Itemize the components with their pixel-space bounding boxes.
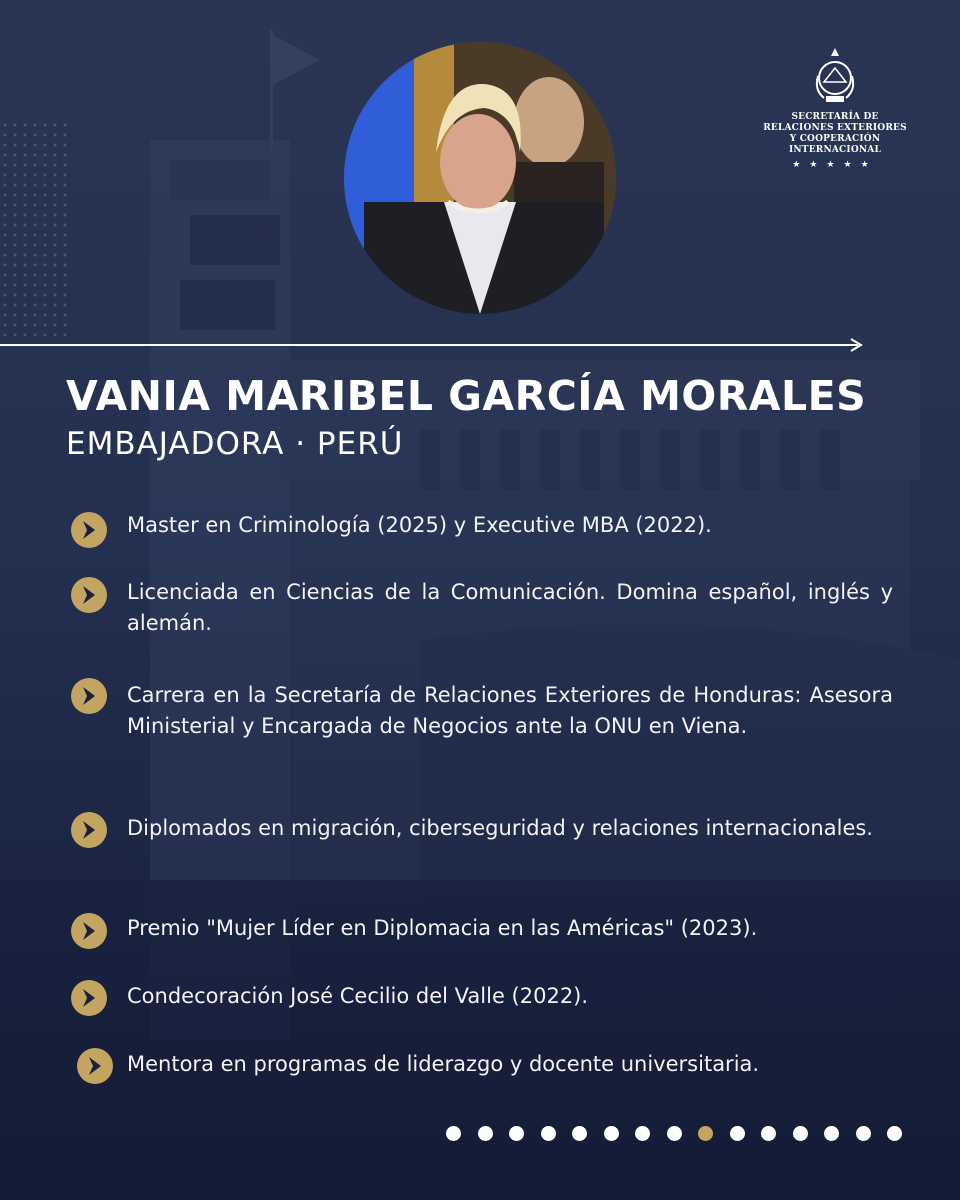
logo-line-1: SECRETARÍA DE <box>791 112 879 122</box>
list-item-2: Licenciada en Ciencias de la Comunicación. Domina español, inglés y alemán. <box>127 580 893 635</box>
pagination-dot-9[interactable] <box>698 1126 713 1141</box>
pagination-dot-10[interactable] <box>730 1126 745 1141</box>
chevron-right-icon <box>71 512 107 548</box>
list-item-4: Diplomados en migración, ciberseguridad y relaciones internacionales. <box>127 816 873 840</box>
chevron-right-icon <box>71 577 107 613</box>
chevron-right-icon <box>71 980 107 1016</box>
divider-line <box>0 344 858 346</box>
list-item-5: Premio "Mujer Líder en Diplomacia en las Américas" (2023). <box>127 916 758 940</box>
ministry-logo <box>750 46 920 170</box>
pagination-dot-14[interactable] <box>856 1126 871 1141</box>
logo-stars: ★★★★★ <box>792 160 878 170</box>
list-item-7: Mentora en programas de liderazgo y docente universitaria. <box>127 1052 760 1076</box>
pagination-dot-3[interactable] <box>509 1126 524 1141</box>
arrow-right-icon <box>848 337 864 353</box>
person-name: VANIA MARIBEL GARCÍA MORALES <box>66 372 867 420</box>
person-role: EMBAJADORA · PERÚ <box>66 426 404 462</box>
chevron-right-icon <box>71 678 107 714</box>
pagination-dot-13[interactable] <box>824 1126 839 1141</box>
pagination-dot-4[interactable] <box>541 1126 556 1141</box>
pagination-dot-11[interactable] <box>761 1126 776 1141</box>
portrait-photo <box>344 42 616 314</box>
list-item-3: Carrera en la Secretaría de Relaciones Exteriores de Honduras: Asesora Ministerial y Encargada de Negocios ante la ONU en Viena. <box>127 683 893 738</box>
pagination-dot-7[interactable] <box>635 1126 650 1141</box>
pagination-dot-8[interactable] <box>667 1126 682 1141</box>
logo-line-2: RELACIONES EXTERIORES <box>763 123 907 133</box>
pagination-dot-12[interactable] <box>793 1126 808 1141</box>
chevron-right-icon <box>77 1048 113 1084</box>
list-item-1: Master en Criminología (2025) y Executive MBA (2022). <box>127 513 712 537</box>
chevron-right-icon <box>71 812 107 848</box>
pagination-dot-6[interactable] <box>604 1126 619 1141</box>
list-item-6: Condecoración José Cecilio del Valle (2022). <box>127 984 589 1008</box>
dot-pattern-decoration <box>0 120 70 340</box>
pagination-dot-5[interactable] <box>572 1126 587 1141</box>
pagination-dot-15[interactable] <box>887 1126 902 1141</box>
coat-of-arms-icon <box>812 46 858 106</box>
pagination-dot-2[interactable] <box>478 1126 493 1141</box>
pagination-dot-1[interactable] <box>446 1126 461 1141</box>
logo-line-3: Y COOPERACIÓN INTERNACIONAL <box>788 134 882 155</box>
chevron-right-icon <box>71 913 107 949</box>
